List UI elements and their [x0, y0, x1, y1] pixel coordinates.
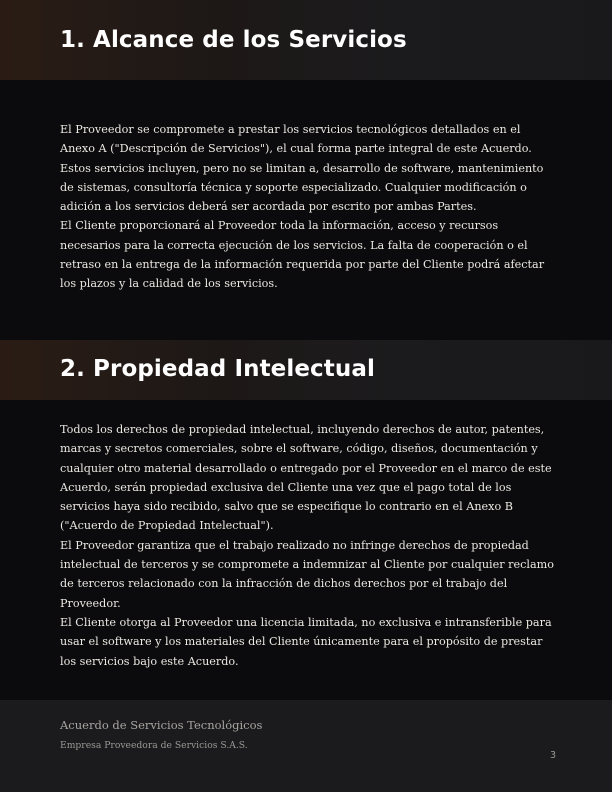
- footer-document-title: Acuerdo de Servicios Tecnológicos: [60, 718, 263, 732]
- section-body-scope: [60, 120, 554, 294]
- section-title-ip: 2. Propiedad Intelectual: [60, 356, 375, 382]
- paragraph: El Proveedor garantiza que el trabajo realizado no infringe derechos de propiedad intelectual de terceros y se compromete a indemnizar al Cliente por cualquier reclamo de terceros relacionado con la infracción de dichos derechos por el trabajo del Proveedor.: [60, 538, 554, 610]
- paragraph: El Cliente otorga al Proveedor una licencia limitada, no exclusiva e intransferible para usar el software y los materiales del Cliente únicamente para el propósito de prestar los servicios bajo este Acuerdo.: [60, 615, 552, 668]
- paragraph: Todos los derechos de propiedad intelectual, incluyendo derechos de autor, patentes, marcas y secretos comerciales, sobre el software, código, diseños, documentación y cualquier otro material desarrollado o entregado por el Proveedor en el marco de este Acuerdo, serán propiedad exclusiva del Cliente una vez que el pago total de los servicios haya sido recibido, salvo que se especifique lo contrario en el Anexo B ("Acuerdo de Propiedad Intelectual").: [60, 423, 552, 533]
- section-title-scope: 1. Alcance de los Servicios: [60, 27, 407, 53]
- section-body-ip: [60, 420, 554, 671]
- paragraph: El Cliente proporcionará al Proveedor toda la información, acceso y recursos necesarios para la correcta ejecución de los servicios. La falta de cooperación o el retraso en la entrega de la información requerida por parte del Cliente podrá afectar los plazos y la calidad de los servicios.: [60, 219, 545, 291]
- section-header-scope: [0, 0, 612, 80]
- section-header-ip: [0, 340, 612, 400]
- paragraph: El Proveedor se compromete a prestar los servicios tecnológicos detallados en el Anexo A ("Descripción de Servicios"), el cual forma parte integral de este Acuerdo. Estos servicios incluyen, pero no se limitan a, desarrollo de software, mantenimiento de sistemas, consultoría técnica y soporte especializado. Cualquier modificación o adición a los servicios deberá ser acordada por escrito por ambas Partes.: [60, 123, 544, 214]
- footer-company-name: Empresa Proveedora de Servicios S.A.S.: [60, 740, 248, 751]
- page-footer: [0, 700, 612, 792]
- page-number: 3: [549, 750, 556, 761]
